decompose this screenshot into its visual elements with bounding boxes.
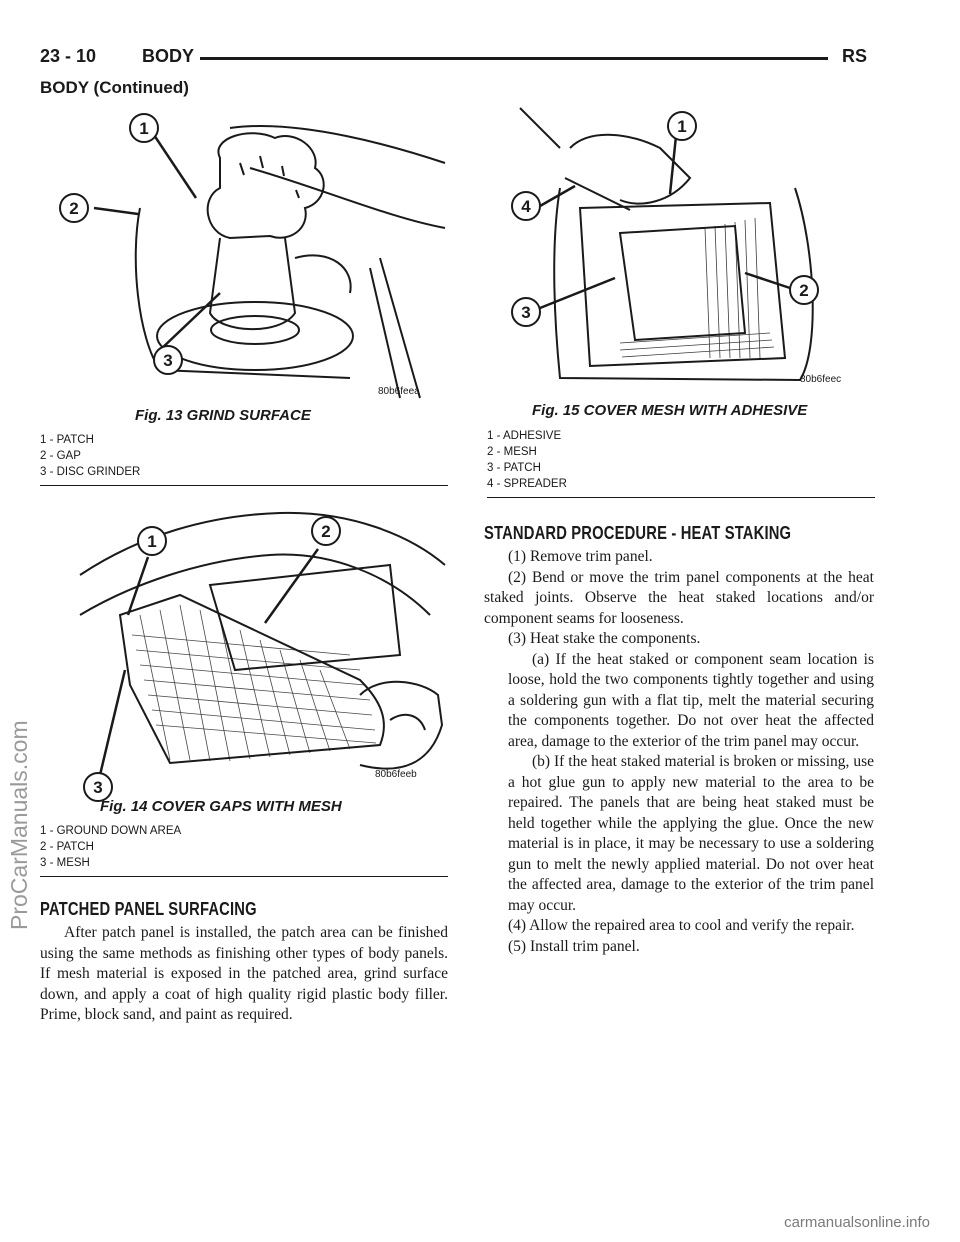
fig15-callout-3: 3 xyxy=(521,303,531,322)
page-number: 23 - 10 xyxy=(40,46,97,66)
fig13-illustration xyxy=(69,108,460,400)
heat-staking-step: (5) Install trim panel. xyxy=(508,937,640,955)
fig14-callout-3: 3 xyxy=(93,778,103,797)
fig13-legend-item: 2 - GAP xyxy=(40,450,81,462)
section-title: BODY xyxy=(142,46,195,66)
fig15-code: 80b6feec xyxy=(800,374,842,385)
fig15-legend xyxy=(487,428,567,492)
fig14-code: 80b6feeb xyxy=(375,769,417,780)
fig14-title: Fig. 14 COVER GAPS WITH MESH xyxy=(100,798,342,815)
fig13-title: Fig. 13 GRIND SURFACE xyxy=(135,407,311,424)
fig15-legend-item: 2 - MESH xyxy=(487,446,537,458)
fig15-callout-2: 2 xyxy=(799,281,809,300)
fig14-rule xyxy=(40,876,448,877)
fig14-legend xyxy=(40,823,181,871)
fig14-legend-item: 2 - PATCH xyxy=(40,841,94,853)
fig15-legend-item: 4 - SPREADER xyxy=(487,478,567,490)
fig14-illustration xyxy=(60,505,450,795)
heat-staking-body xyxy=(484,547,874,957)
heat-staking-step: (3) Heat stake the components. xyxy=(508,630,701,647)
continued-heading: BODY (Continued) xyxy=(40,78,189,97)
heat-staking-step: (4) Allow the repaired area to cool and verify the repair. xyxy=(508,917,855,934)
fig15-rule xyxy=(487,497,875,498)
heat-staking-substep: (b) If the heat staked material is broken or missing, use a hot glue gun to apply new material to the area to be repaired. The panels that are being heat staked must be held together while the applying the glue. Once the new material is in place, it may be necessary to use a soldering gun to melt the newly applied material. Do not over heat the affected area, damage to the exterior of the trim panel may occur. xyxy=(508,753,874,914)
fig15-illustration xyxy=(520,108,870,400)
fig14-legend-item: 3 - MESH xyxy=(40,857,90,869)
patched-panel-paragraph: After patch panel is installed, the patch area can be finished using the same methods as finishing other types of body panels. If mesh material is exposed in the patched area, grind surface down, and apply a coat of high quality rigid plastic body filler. Prime, block sand, and paint as required. xyxy=(40,924,448,1023)
header-rule xyxy=(200,57,828,60)
footer-watermark: carmanualsonline.info xyxy=(784,1214,930,1231)
section-code: RS xyxy=(842,46,868,66)
fig15-legend-item: 1 - ADHESIVE xyxy=(487,430,562,442)
fig13-callout-1: 1 xyxy=(139,119,149,138)
fig15-legend-item: 3 - PATCH xyxy=(487,462,541,474)
side-watermark: ProCarManuals.com xyxy=(6,720,32,930)
fig13-callout-3: 3 xyxy=(163,351,173,370)
fig13-legend-item: 1 - PATCH xyxy=(40,434,94,446)
heat-staking-heading: STANDARD PROCEDURE - HEAT STAKING xyxy=(484,523,792,543)
fig13-legend-item: 3 - DISC GRINDER xyxy=(40,466,141,478)
fig15-title: Fig. 15 COVER MESH WITH ADHESIVE xyxy=(532,402,808,419)
fig13-callout-2: 2 xyxy=(69,199,79,218)
heat-staking-substep: (a) If the heat staked or component seam location is loose, hold the two components tightly together and using a soldering gun with a flat tip, melt the material securing the components together. Do not over heat the affected area, damage to the exterior of the trim panel may occur. xyxy=(508,650,874,750)
patched-panel-body xyxy=(40,923,448,1026)
patched-panel-heading: PATCHED PANEL SURFACING xyxy=(40,899,257,919)
fig13-legend xyxy=(40,432,140,480)
fig14-callout-2: 2 xyxy=(321,522,331,541)
heat-staking-step: (2) Bend or move the trim panel components at the heat staked joints. Observe the heat staked locations and/or component seams for looseness. xyxy=(484,568,874,627)
heat-staking-step: (1) Remove trim panel. xyxy=(508,548,653,565)
fig15-callout-4: 4 xyxy=(521,197,531,216)
fig13-code: 80b6feea xyxy=(378,386,420,397)
fig14-callout-1: 1 xyxy=(147,532,157,551)
fig14-legend-item: 1 - GROUND DOWN AREA xyxy=(40,825,182,837)
fig15-callout-1: 1 xyxy=(677,117,687,136)
fig13-rule xyxy=(40,485,448,486)
